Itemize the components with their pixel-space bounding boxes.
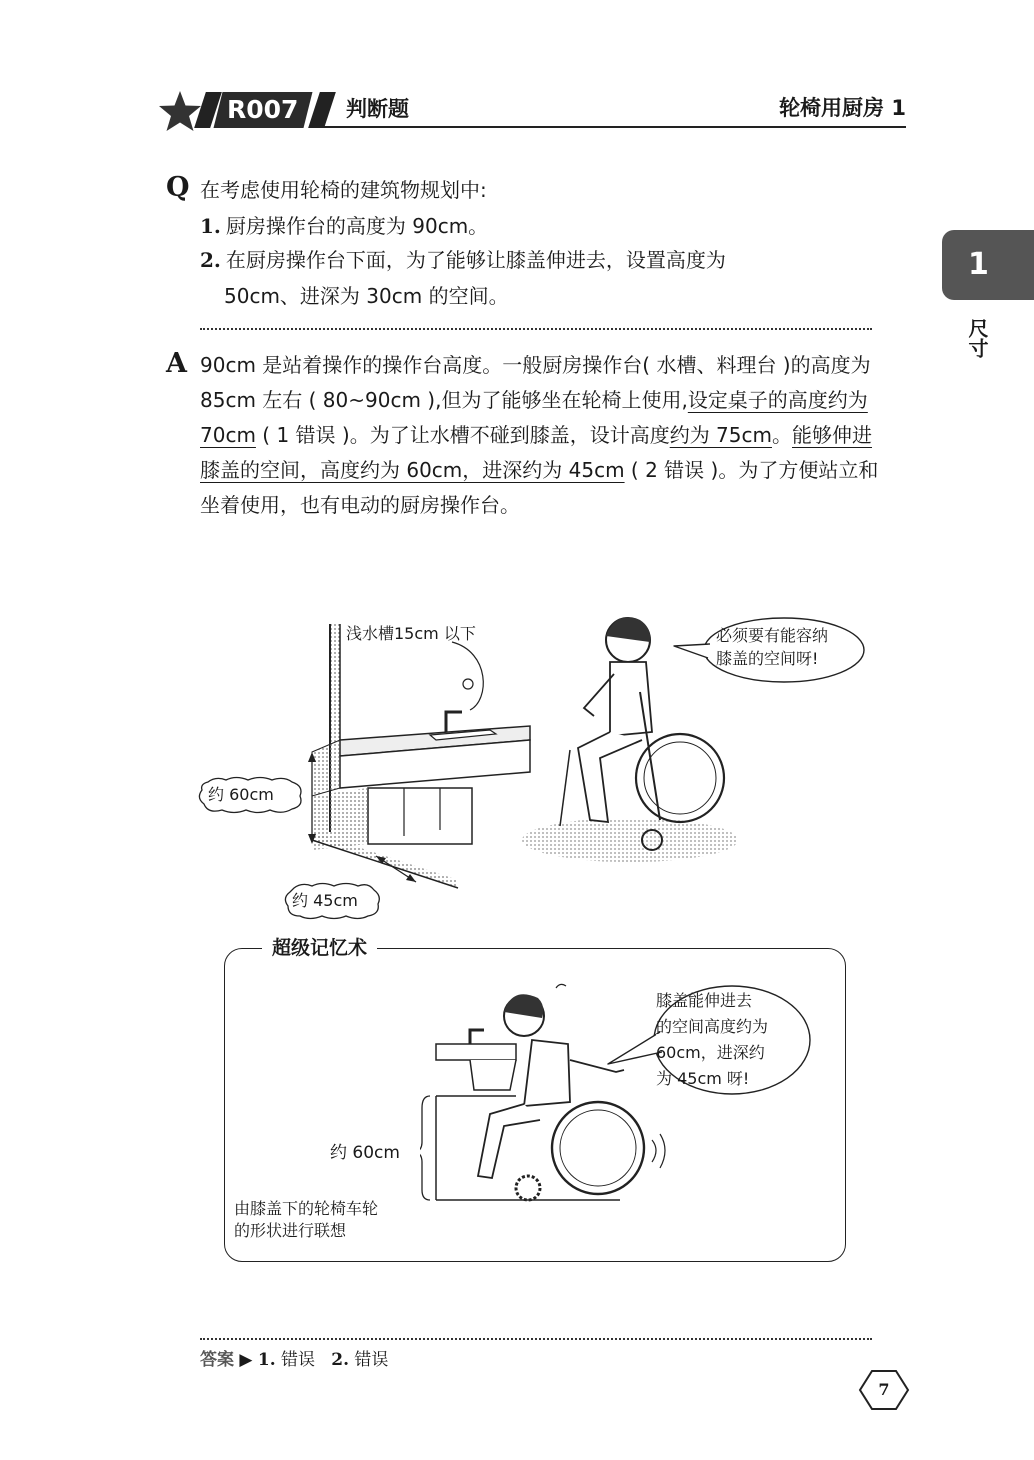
memory-caption: [234, 1198, 378, 1242]
question-item-number: 2.: [200, 248, 221, 272]
question-code-badge: R007: [214, 92, 313, 128]
kitchen-counter-illustration: [190, 600, 750, 920]
bubble-line: 必须要有能容纳: [716, 626, 829, 645]
sink-depth-label: 浅水槽15cm 以下: [346, 624, 476, 643]
header-rule: [314, 126, 906, 128]
answer-mark-label: A: [166, 348, 187, 379]
header-slash-right: [308, 92, 336, 128]
question-item-text: 厨房操作台的高度为 90cm。: [225, 214, 489, 238]
answer-segment: ( 2 错误 )。为了方便站立和坐着使用，也有电动的厨房操作台。: [200, 458, 879, 517]
answer-segment: 。: [772, 423, 792, 447]
chapter-label: 尺寸: [965, 318, 989, 358]
bubble-line: 的空间高度约为: [656, 1017, 769, 1036]
bubble-line: 膝盖能伸进去: [656, 991, 753, 1010]
answer-underlined: 能够伸进膝盖的空间，高度约为 60cm，进深约为 45cm: [200, 423, 872, 482]
question-item-2: [200, 246, 726, 274]
answer-key-label: 答案: [200, 1350, 234, 1370]
answer-2-number: 2.: [331, 1350, 350, 1370]
question-item-2-continued: 50cm、进深为 30cm 的空间。: [224, 284, 509, 308]
speech-bubble-1-text: [716, 624, 828, 670]
arrow-right-icon: ▶: [239, 1350, 253, 1370]
answer-segment: 90cm 是站着操作的操作台高度。一般厨房操作台( 水槽、料理台 )的高度为 85cm 左右 ( 80~90cm ),但为了能够坐在轮椅上使用,: [200, 353, 871, 412]
caption-line: 的形状进行联想: [234, 1221, 347, 1240]
section-title: 轮椅用厨房 1: [779, 96, 906, 120]
question-item-text: 在厨房操作台下面，为了能够让膝盖伸进去，设置高度为: [225, 248, 726, 272]
question-type: 判断题: [346, 97, 409, 121]
question-item-1: [200, 212, 488, 240]
depth-label: 约 45cm: [292, 891, 358, 910]
answer-segment: ( 1 错误 )。为了让水槽不碰到膝盖，设计高度: [255, 423, 670, 447]
answer-underlined: 设定桌子的高度约为 70cm: [200, 388, 868, 447]
bubble-line: 60cm，进深约: [656, 1043, 765, 1062]
divider-dotted: [200, 328, 872, 330]
answer-1-number: 1.: [257, 1350, 276, 1370]
memory-height-label: 约 60cm: [330, 1143, 400, 1163]
answer-text: [200, 348, 882, 523]
speech-bubble-2-text: [656, 988, 768, 1092]
answer-underlined: 约为 75cm: [669, 423, 772, 447]
memory-tip-title: 超级记忆术: [262, 936, 377, 960]
question-mark-label: Q: [166, 172, 190, 203]
bubble-line: 为 45cm 呀!: [656, 1069, 750, 1088]
caption-line: 由膝盖下的轮椅车轮: [234, 1199, 379, 1218]
bubble-line: 膝盖的空间呀!: [716, 649, 819, 668]
height-label: 约 60cm: [208, 785, 274, 804]
answer-key: [200, 1348, 388, 1372]
answer-2-text: 错误: [354, 1350, 389, 1370]
page-number: 7: [878, 1380, 890, 1399]
divider-dotted-bottom: [200, 1338, 872, 1340]
question-item-number: 1.: [200, 214, 221, 238]
answer-1-text: 错误: [281, 1350, 316, 1370]
question-intro: 在考虑使用轮椅的建筑物规划中:: [200, 178, 487, 202]
chapter-tab: 1: [942, 230, 1034, 300]
